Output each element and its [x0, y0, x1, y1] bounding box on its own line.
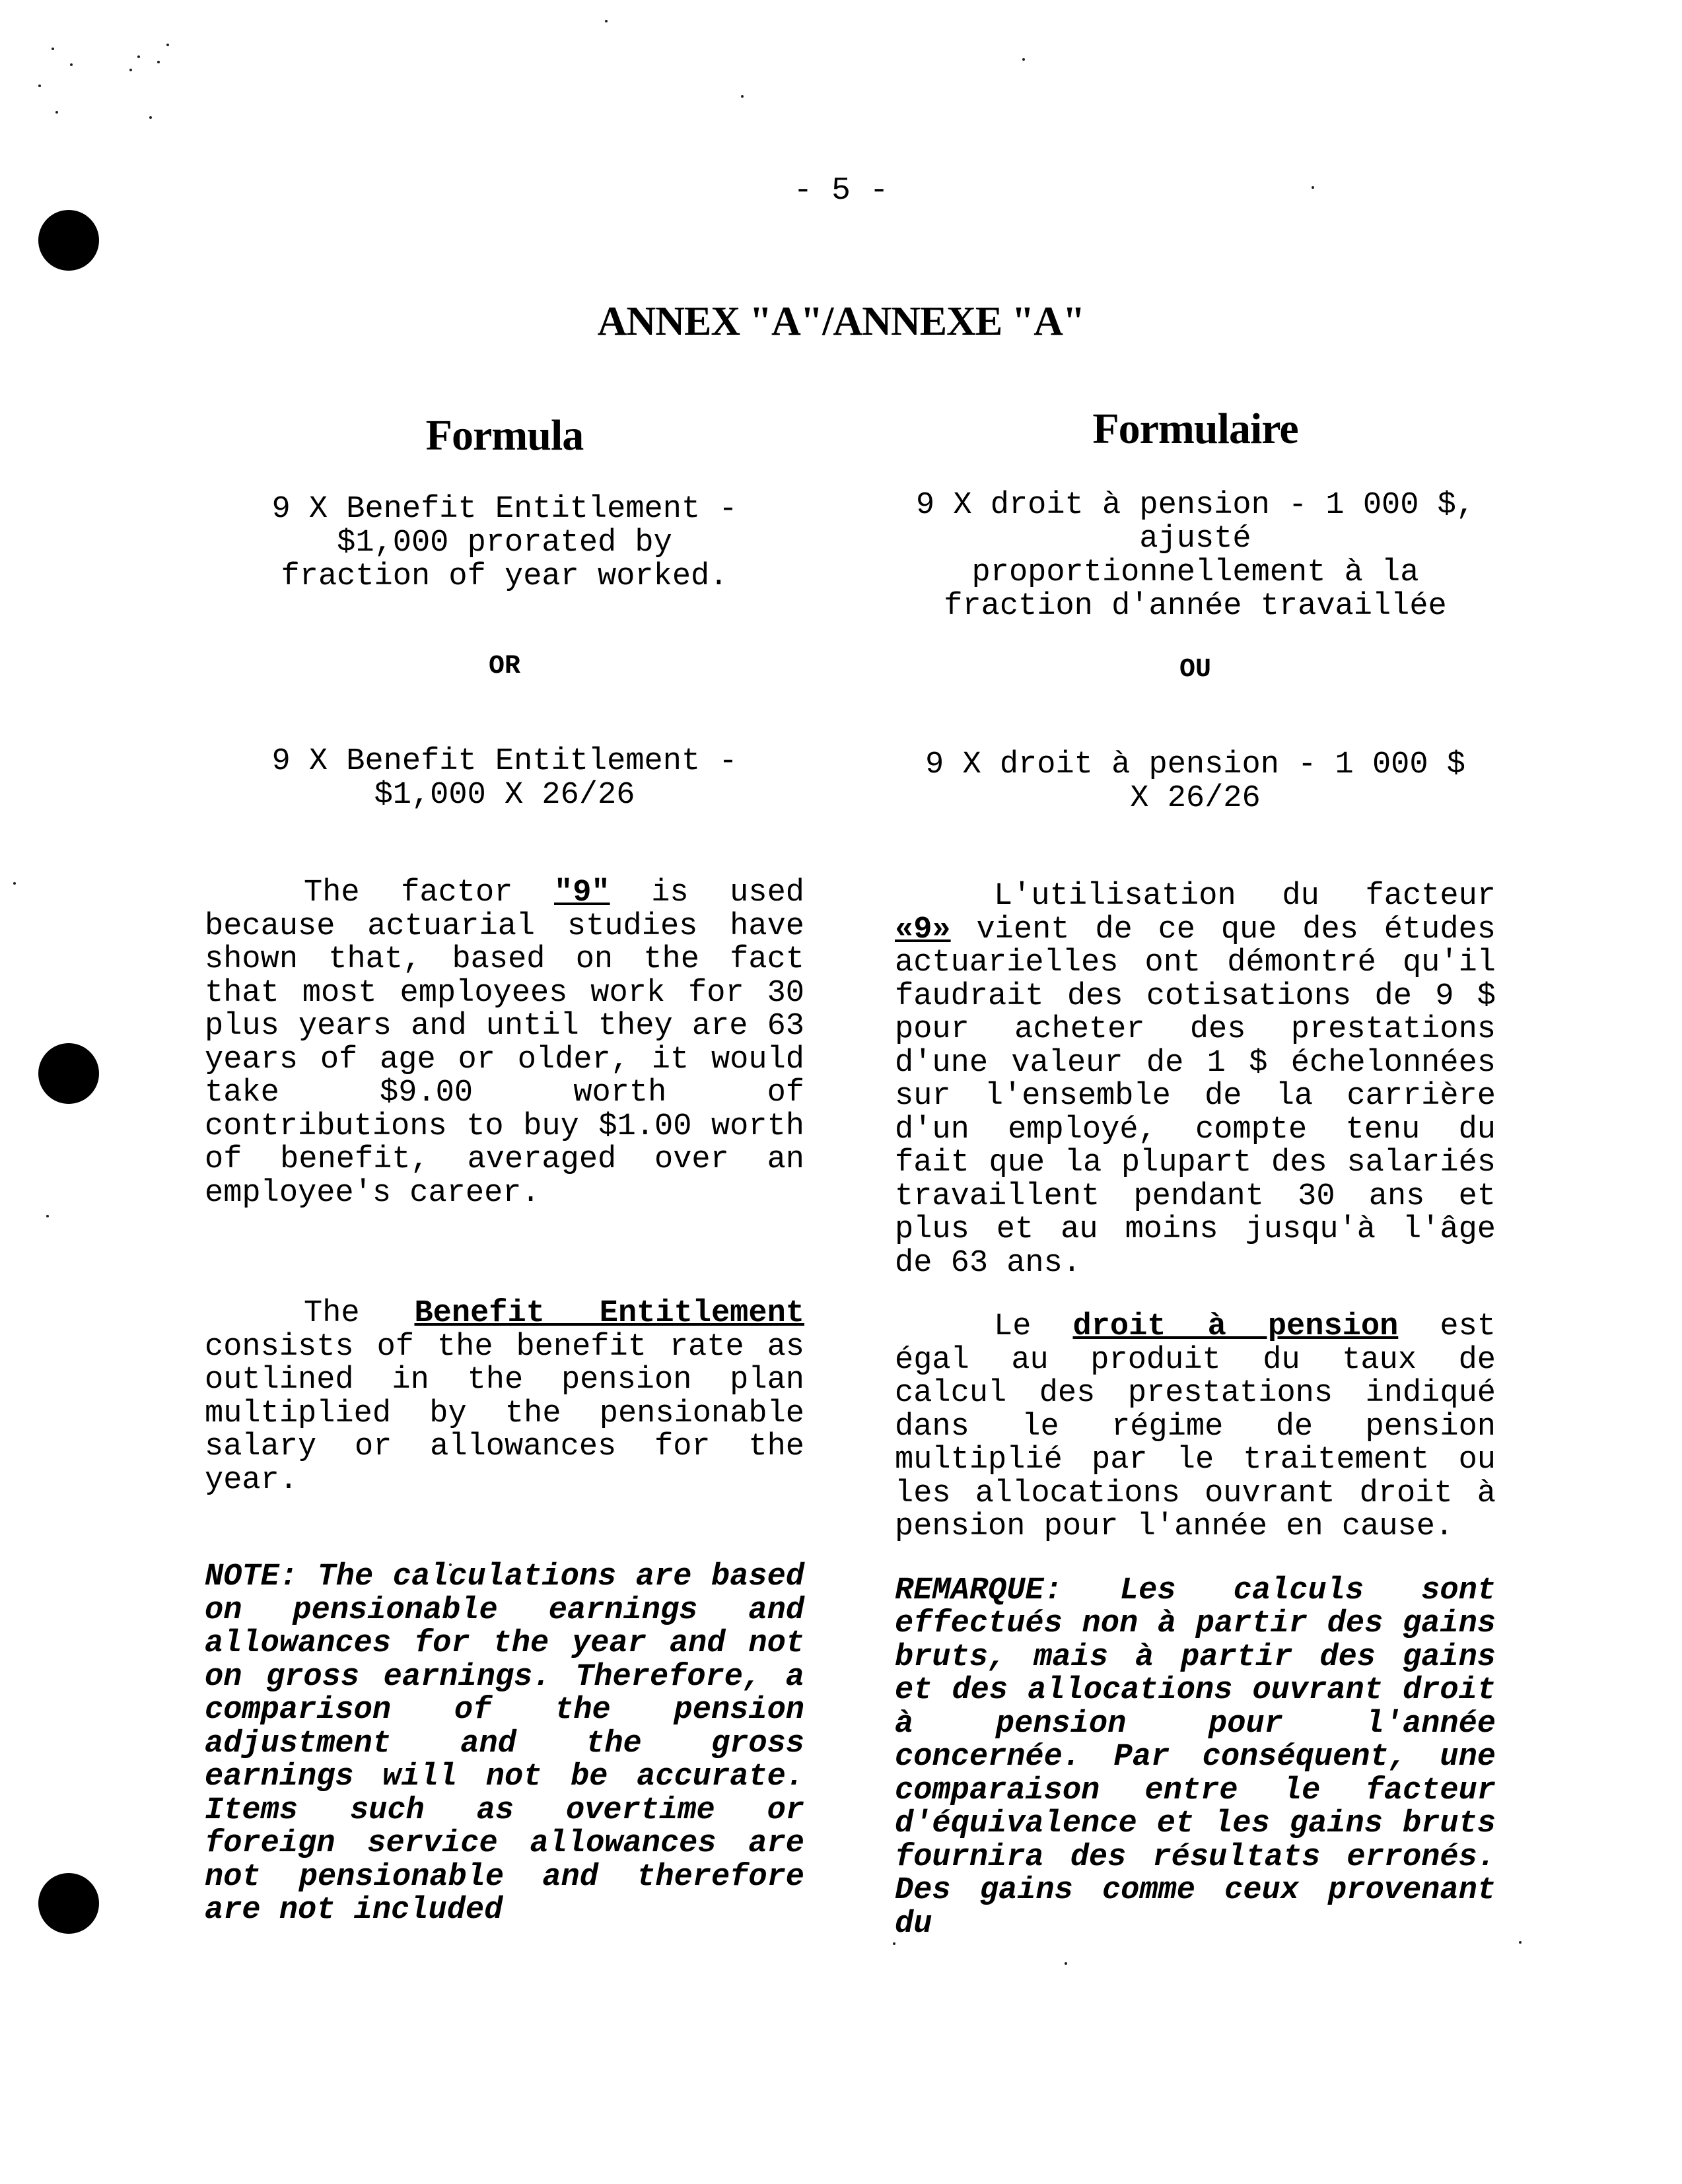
english-or-connector: OR: [488, 652, 520, 681]
french-entitlement-paragraph: Le droit à pension est égal au produit du taux de calcul des prestations indiqué dans le régime de pension multiplié par le traitement ou les allocations ouvrant droit à pension pour l'année en cause.: [895, 1309, 1496, 1544]
scan-speck: [46, 1215, 49, 1217]
scan-speck: [38, 85, 41, 87]
scan-speck: [605, 20, 608, 22]
french-formula-biweekly: 9 X droit à pension - 1 000 $ X 26/26: [925, 747, 1465, 816]
english-note: NOTE: The calculations are based on pensionable earnings and allowances for the year and not on gross earnings. Therefore, a comparison of the pension adjustment and the gross earnings will not be accurate. Items such as overtime or foreign service allowances are not pensionable and therefore are not included: [205, 1559, 804, 1928]
binder-hole-middle: [38, 1043, 99, 1104]
binder-hole-top: [38, 210, 99, 271]
french-note: REMARQUE: Les calculs sont effectués non à partir des gains bruts, mais à partir des gains et des allocations ouvrant droit à pension pour l'année concernée. Par conséquent, une comparaison entre le facteur d'équivalence et les gains bruts fournira des résultats erronés. Des gains comme ceux provenant du: [895, 1573, 1496, 1942]
factor-nine-term: "9": [554, 875, 610, 910]
facteur-neuf-term: «9»: [895, 912, 951, 947]
page-number: - 5 -: [793, 173, 889, 209]
french-formula-prorated: 9 X droit à pension - 1 000 $, ajusté proportionnellement à la fraction d'année travaillée: [915, 488, 1475, 624]
scan-speck: [1022, 58, 1025, 61]
scan-speck: [52, 48, 54, 50]
scan-speck: [741, 95, 744, 98]
english-formula-biweekly: 9 X Benefit Entitlement - $1,000 X 26/26: [271, 744, 738, 813]
french-heading: Formulaire: [1092, 405, 1298, 453]
annex-title: ANNEX "A"/ANNEXE "A": [597, 299, 1085, 344]
scan-speck: [1065, 1962, 1067, 1965]
french-ou-connector: OU: [1179, 655, 1211, 685]
droit-a-pension-term: droit à pension: [1072, 1309, 1399, 1344]
scan-speck: [129, 69, 132, 71]
scan-speck: [13, 882, 16, 885]
french-column: [895, 405, 1496, 1942]
scan-speck: [1519, 1941, 1522, 1944]
scan-speck: [157, 61, 160, 63]
scan-speck: [166, 44, 169, 46]
english-entitlement-paragraph: The Benefit Entitlement consists of the benefit rate as outlined in the pension plan multiplied by the pensionable salary or allowances for the year.: [205, 1296, 804, 1498]
english-formula-prorated: 9 X Benefit Entitlement - $1,000 prorated by fraction of year worked.: [271, 492, 738, 594]
english-column: [205, 409, 804, 1928]
scan-speck: [893, 1942, 895, 1945]
scan-speck: [137, 55, 140, 58]
benefit-entitlement-term: Benefit Entitlement: [414, 1296, 804, 1331]
english-heading: Formula: [425, 411, 584, 460]
scan-speck: [149, 116, 152, 119]
binder-hole-bottom: [38, 1873, 99, 1934]
scan-speck: [55, 111, 58, 114]
english-factor-paragraph: The factor "9" is used because actuarial studies have shown that, based on the fact that most employees work for 30 plus years and until they are 63 years of age or older, it would take $9.00 worth of contributions to buy $1.00 worth of benefit, averaged over an employee's career.: [205, 875, 804, 1211]
scan-speck: [70, 63, 73, 66]
french-factor-paragraph: L'utilisation du facteur «9» vient de ce que des études actuarielles ont démontré qu'il faudrait des cotisations de 9 $ pour acheter des prestations d'une valeur de 1 $ échelonnées sur l'ensemble de la carrière d'un employé, compte tenu du fait que la plupart des salariés travaillent pendant 30 ans et plus et au moins jusqu'à l'âge de 63 ans.: [895, 879, 1496, 1281]
